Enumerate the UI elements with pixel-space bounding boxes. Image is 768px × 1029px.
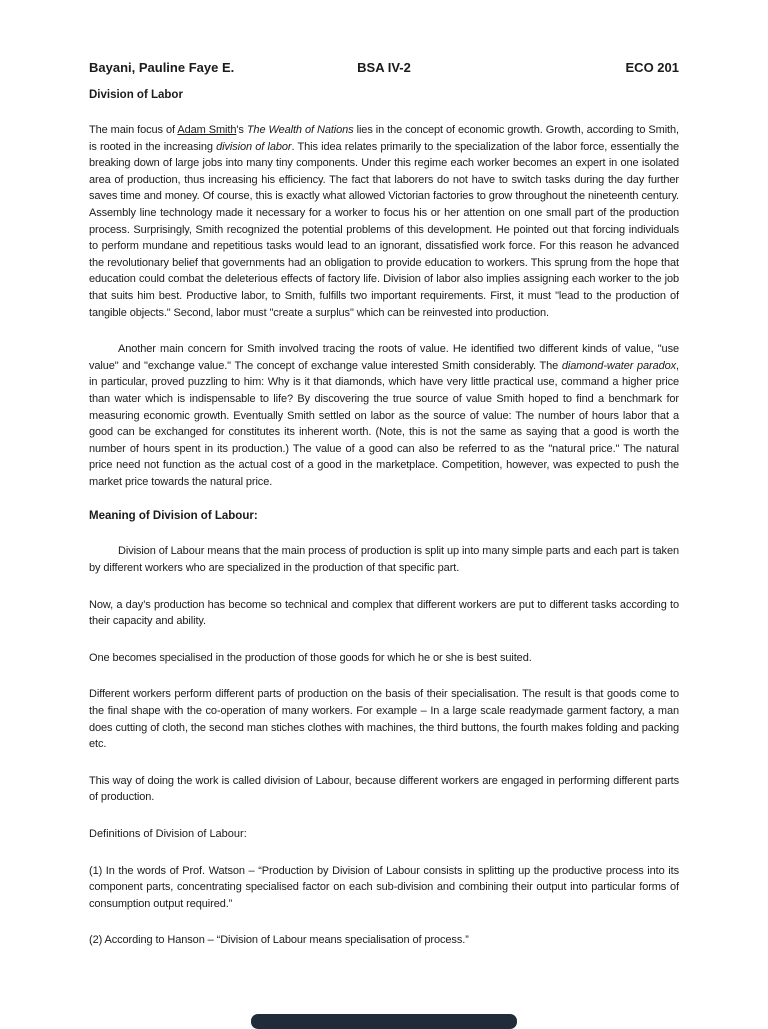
paragraph-definition-watson: (1) In the words of Prof. Watson – “Production by Division of Labour consists in splitting up the productive process into its component parts, concentrating specialised factor on each sub-division and combining their output into particular forms of consumption output required.” [89, 864, 679, 910]
text-run: The main focus of [89, 124, 178, 136]
text-run: . This idea relates primarily to the specialization of the labor force, essentially the breaking down of large jobs into many tiny components. Under this regime each worker becomes an expert in one isolated area of production, thus increasing his efficiency. The fact that laborers do not have to switch tasks during the day further saves time and money. Of course, this is exactly what allowed Victorian factories to grow throughout the nineteenth century. Assembly line technology made it necessary for a worker to focus his or her attention on one small part of the production process. Surprisingly, Smith recognized the potential problems of this development. He pointed out that forcing individuals to perform mundane and repetitious tasks would lead to an ignorant, dissatisfied work force. For this reason he advanced the revolutionary belief that governments had an obligation to provide education to workers. This sprung from the hope that education could combat the deleterious effects of factory life. Division of labor also implies assigning each worker to the job that suits him best. Productive labor, to Smith, fulfills two important requirements. First, it must "lead to the production of tangible objects." Second, labor must "create a surplus" which can be reinvested into production. [89, 140, 680, 319]
heading-definitions: Definitions of Division of Labour: [89, 828, 247, 840]
paragraph-roots-of-value [89, 341, 679, 490]
paragraph-one-becomes-specialised: One becomes specialised in the production of those goods for which he or she is best suited. [89, 651, 532, 664]
text-run: Another main concern for Smith involved tracing the roots of value. He identified two different kinds of value, "use value" and "exchange value." The concept of exchange value interested Smith considerably. The [89, 343, 679, 372]
text-run-italic-wealth-of-nations: The Wealth of Nations [246, 124, 354, 136]
header-student-name: Bayani, Pauline Faye E. [89, 60, 235, 75]
paragraph-this-way-of-doing: This way of doing the work is called division of Labour, because different workers are engaged in performing different parts of production. [89, 774, 679, 804]
text-run: lies in the concept of economic growth. Growth, according to Smith, is rooted in the increasing [89, 124, 679, 153]
document-header [89, 60, 679, 75]
heading-meaning-of-division-of-labour: Meaning of Division of Labour: [89, 510, 258, 523]
paragraph-different-workers: Different workers perform different parts of production on the basis of their specialisation. The result is that goods come to the final shape with the co-operation of many workers. For example – In a large scale readymade garment factory, a man does cutting of cloth, the second man stiches clothes with machines, the third buttons, the fourth makes folding and packing etc. [89, 688, 679, 751]
header-section: BSA IV-2 [357, 60, 411, 75]
text-run: 's [236, 124, 247, 136]
bottom-toolbar[interactable] [251, 1014, 517, 1029]
text-run: , in particular, proved puzzling to him: Why is it that diamonds, which have very little practical use, command a higher price than water which is indispensable to life? By discovering the true source of value Smith hoped to find a benchmark for measuring economic growth. Eventually Smith settled on labor as the source of value: The number of hours labor that a good can be exchanged for constitutes its inherent worth. (Note, this is not the same as saying that a good is worth the number of hours spent in its production.) The value of a good can also be referred to as the "natural price." The natural price need not function as the actual cost of a good in the marketplace. Competition, however, was expected to push the market price towards the natural price. [89, 359, 679, 488]
paragraph-now-production: Now, a day’s production has become so technical and complex that different workers are put to different tasks according to their capacity and ability. [89, 598, 679, 628]
paragraph-meaning: Division of Labour means that the main process of production is split up into many simple parts and each part is taken by different workers who are specialized in the production of that specific part. [89, 545, 679, 575]
text-run-italic-division-of-labor: division of labor [216, 140, 292, 153]
title-division-of-labor: Division of Labor [89, 89, 183, 101]
text-run-italic-diamond-water-paradox: diamond-water paradox [561, 359, 677, 372]
paragraph-smith-focus [89, 122, 679, 321]
text-run-underlined-adam-smith: Adam Smith [177, 124, 237, 136]
paragraph-definition-hanson: (2) According to Hanson – “Division of Labour means specialisation of process.” [89, 934, 469, 947]
header-course-code: ECO 201 [625, 60, 679, 75]
